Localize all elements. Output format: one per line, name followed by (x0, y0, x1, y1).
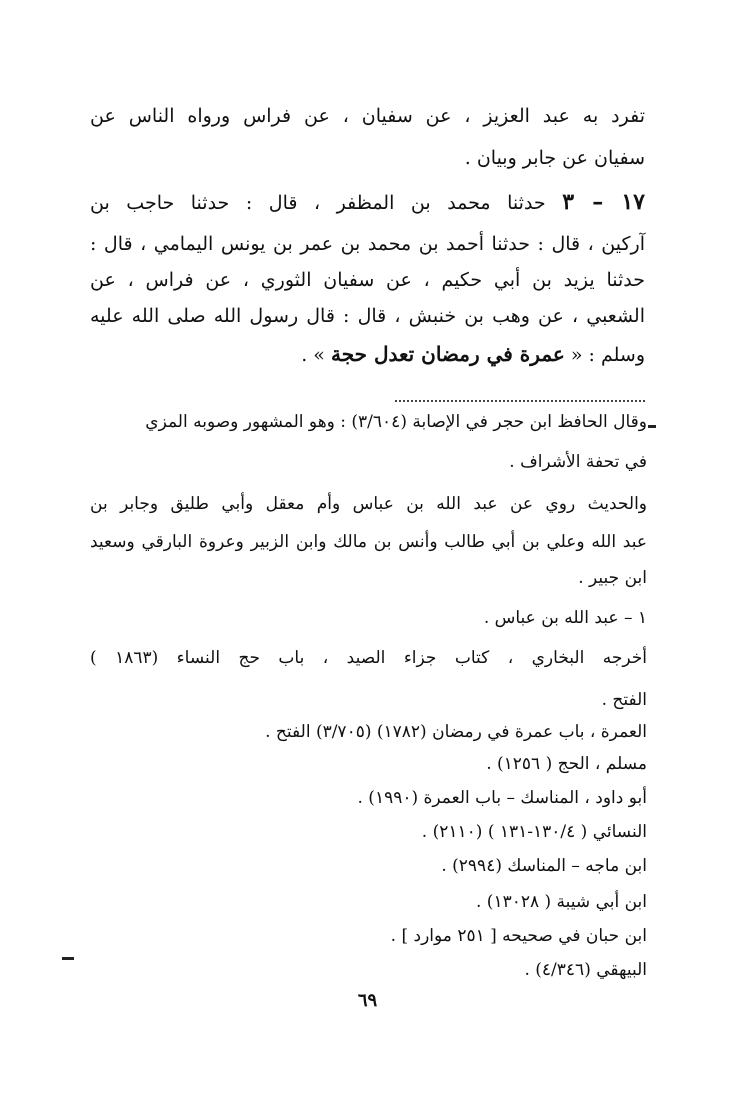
footnote-line: الفتح . (601, 690, 647, 710)
footnote-line: والحديث روي عن عبد الله بن عباس وأم معقل وأبي طليق وجابر بن (90, 494, 647, 514)
footnote-line: أخرجه البخاري ، كتاب جزاء الصيد ، باب حج النساء (١٨٦٣ ) (90, 648, 647, 668)
text-line: حدثنا محمد بن المظفر ، قال : حدثنا حاجب بن (90, 192, 546, 214)
text-line: الشعبي ، عن وهب بن خنبش ، قال : قال رسول الله صلى الله عليه (90, 305, 645, 327)
quote-close: » . (301, 344, 325, 366)
text-line: آركين ، قال : حدثنا أحمد بن محمد بن عمر بن يونس اليمامي ، قال : (90, 233, 645, 255)
footnote-line: وقال الحافظ ابن حجر في الإصابة (٣/٦٠٤) : وهو المشهور وصوبه المزي (145, 412, 647, 432)
text-line: حدثنا يزيد بن أبي حكيم ، عن سفيان الثوري ، عن فراس ، عن (90, 269, 645, 291)
page-number: ٦٩ (357, 990, 378, 1011)
footnote-separator (395, 400, 645, 402)
footnote-line: أبو داود ، المناسك – باب العمرة (١٩٩٠) . (357, 788, 647, 808)
margin-mark (648, 425, 656, 428)
margin-mark (62, 957, 74, 960)
footnote-line: مسلم ، الحج ( ١٢٥٦) . (486, 754, 647, 774)
footnote-line: عبد الله وعلي بن أبي طالب وأنس بن مالك وابن الزبير وعروة البارقي وسعيد (90, 532, 647, 552)
footnote-line: ابن حبان في صحيحه [ ٢٥١ موارد ] . (390, 926, 647, 946)
text-line: سفيان عن جابر وبيان . (464, 147, 645, 169)
text-line: تفرد به عبد العزيز ، عن سفيان ، عن فراس ورواه الناس عن (90, 105, 645, 127)
footnote-line: النسائي ( ١٣٠/٤-١٣١ ) (٢١١٠) . (421, 822, 647, 842)
hadith-number: ١٧ – ٣ (562, 189, 645, 215)
hadith-heading-line (90, 188, 645, 217)
hadith-quote: عمرة في رمضان تعدل حجة (330, 342, 565, 366)
footnote-line: العمرة ، باب عمرة في رمضان (١٧٨٢) (٣/٧٠٥) الفتح . (265, 722, 647, 742)
footnote-line: ابن أبي شيبة ( ١٣٠٢٨) . (476, 892, 647, 912)
footnote-line: ١ – عبد الله بن عباس . (483, 608, 647, 628)
footnote-line: ابن جبير . (578, 568, 647, 588)
footnote-line: في تحفة الأشراف . (509, 452, 647, 472)
footnote-line: ابن ماجه – المناسك (٢٩٩٤) . (441, 856, 647, 876)
footnote-line: البيهقي (٤/٣٤٦) . (524, 960, 647, 980)
quote-open: وسلم : « (570, 344, 645, 366)
text-line (90, 340, 645, 369)
